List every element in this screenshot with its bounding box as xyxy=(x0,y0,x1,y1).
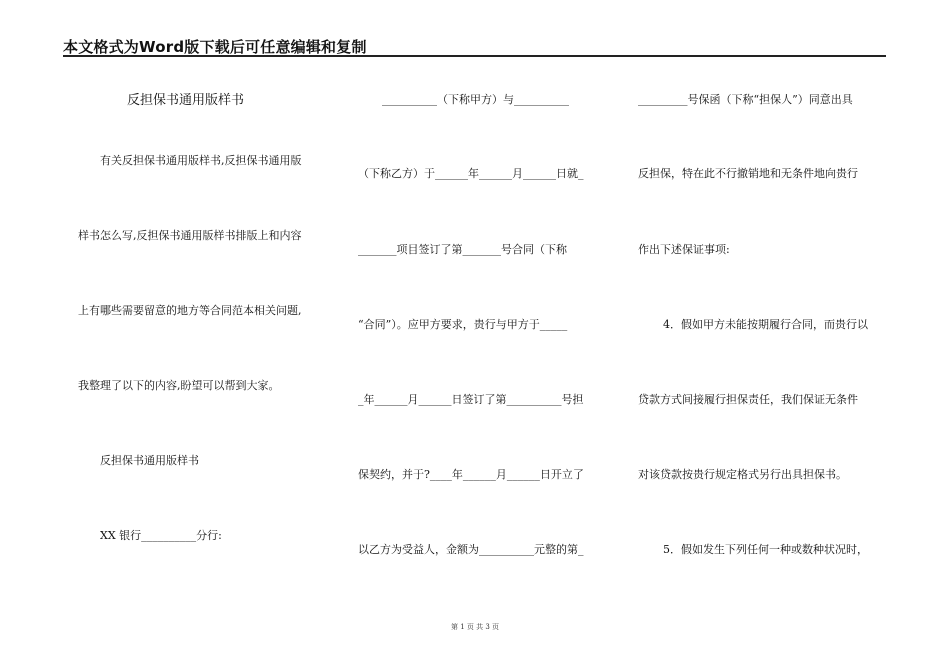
column2-line-1: __________（下称甲方）与__________ xyxy=(382,93,569,106)
column3-line-3: 作出下述保证事项: xyxy=(638,243,730,256)
column2-line-2: （下称乙方）于______年______月______日就_ xyxy=(358,167,584,180)
column1-line-2: 样书怎么写,反担保书通用版样书排版上和内容 xyxy=(78,229,302,242)
column3-line-5: 贷款方式间接履行担保责任，我们保证无条件 xyxy=(638,393,858,406)
column2-line-4: “合同”）。应甲方要求，贵行与甲方于_____ xyxy=(358,318,568,331)
column2-line-7: 以乙方为受益人，金额为__________元整的第_ xyxy=(358,543,584,556)
column1-line-5: 反担保书通用版样书 xyxy=(100,454,199,467)
column3-line-2: 反担保，特在此不行撤销地和无条件地向贵行 xyxy=(638,167,858,180)
column3-line-1: _________号保函（下称“担保人”）同意出具 xyxy=(638,93,853,106)
column2-line-3: _______项目签订了第_______号合同（下称 xyxy=(358,243,567,256)
column2-line-5: _年______月______日签订了第__________号担 xyxy=(358,393,584,406)
column1-line-4: 我整理了以下的内容,盼望可以帮到大家。 xyxy=(78,379,280,392)
column1-line-3: 上有哪些需要留意的地方等合同范本相关问题, xyxy=(78,304,302,317)
column3-line-6: 对该贷款按贵行规定格式另行出具担保书。 xyxy=(638,468,847,481)
column1-line-1: 有关反担保书通用版样书,反担保书通用版 xyxy=(100,154,302,167)
column2-line-6: 保契约，并于?____年______月______日开立了 xyxy=(358,468,584,481)
header-divider xyxy=(63,55,886,57)
document-header-title: 本文格式为Word版下载后可任意编辑和复制 xyxy=(63,38,367,56)
column3-line-7: 5．假如发生下列任何一种或数种状况时， xyxy=(663,543,868,556)
column1-line-6: XX 银行__________分行: xyxy=(100,529,222,542)
document-title: 反担保书通用版样书 xyxy=(127,93,245,108)
page-number: 第 1 页 共 3 页 xyxy=(450,623,500,631)
column3-line-4: 4．假如甲方未能按期履行合同，而贵行以 xyxy=(663,318,868,331)
